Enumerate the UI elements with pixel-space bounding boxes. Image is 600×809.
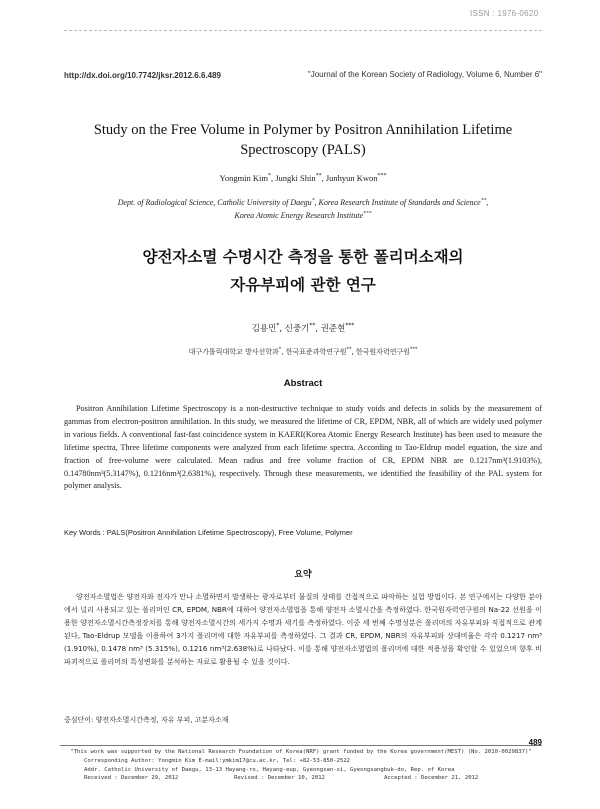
author-mark: ** bbox=[315, 173, 322, 180]
abstract-heading: Abstract bbox=[283, 378, 323, 389]
korean-title-line-2: 자유부피에 관한 연구 bbox=[230, 276, 376, 294]
affiliation-mark: ** bbox=[480, 197, 487, 204]
top-divider bbox=[64, 30, 542, 31]
english-authors: Yongmin Kim*, Jungki Shin**, Junhyun Kwon*** bbox=[219, 173, 387, 183]
affiliation-text: 대구가톨릭대학교 방사선학과 bbox=[188, 348, 279, 356]
korean-title-line-1: 양전자소멸 수명시간 측정을 통한 폴리머소재의 bbox=[142, 248, 464, 266]
revised-date: Revised : December 10, 2012 bbox=[234, 775, 325, 782]
grant-note: "This work was supported by the National Research Foundation of Korea(NRF) grant funded by the Korea government(MEST) (No. 2010-0029837)" bbox=[70, 749, 532, 755]
author-name: Jungki Shin bbox=[275, 173, 316, 183]
korean-title bbox=[64, 243, 542, 299]
affiliation-text: 한국표준과학연구원 bbox=[285, 348, 347, 356]
keywords: Key Words : PALS(Positron Annihilation Lifetime Spectroscopy), Free Volume, Polymer bbox=[64, 528, 353, 537]
affiliation-mark: *** bbox=[410, 346, 418, 353]
affiliation-mark: * bbox=[311, 197, 315, 204]
korean-abstract-body: 양전자소멸법은 양전자와 전자가 만나 소멸하면서 발생하는 광자로부터 물질의 상태를 간접적으로 파악하는 실험 방법이다. 본 연구에서는 다양한 분야에서 널리 사용되고 있는 폴리머인 CR, EPDM, NBR에 대하여 양전자소멸법을 통해 양전자 소멸시간을 측정하였다. 한국원자력연구원의 Na-22 선원을 이용한 양전자소멸시간측정장치를 통해 양전자소멸시간의 세가지 수명과 세기를 측정하였다. 이중 세 번째 수명성분은 폴리머의 자유부피와 직접적으로 관계된다, Tao-Eldrup 모델을 이용하여 3가지 폴리머에 대한 자유부피를 측정하였다. 그 결과 CR, EPDM, NBR의 자유부피와 상대비율은 각각 0.1217 nm³ (1.910%), 0.1478 nm³ (5.315%), 0.1216 nm³(2.638%)로 나타났다. 이를 통해 양전자소멸법의 폴리머에 대한 적용성을 확인할 수 있었으며 향후 비파괴적으로 폴리머의 특성변화를 분석하는 자료로 활용될 수 있을 것이다. bbox=[64, 592, 542, 667]
author-mark: * bbox=[268, 173, 271, 180]
author-name: 권준현 bbox=[320, 324, 346, 334]
doi-link[interactable]: http://dx.doi.org/10.7742/jksr.2012.6.6.489 bbox=[64, 71, 221, 80]
manuscript-dates bbox=[60, 774, 542, 783]
author-address: Addr. Catholic University of Daegu, 13-13 Hayang-ro, Hayang-eup, Gyeongsan-si, Gyeongsangbuk-do, Rep. of Korea bbox=[84, 766, 455, 773]
korean-authors: 김용민*, 신중기**, 권준현*** bbox=[251, 322, 355, 334]
author-mark: *** bbox=[377, 173, 387, 180]
affiliation-mark: * bbox=[278, 346, 282, 353]
received-date: Received : December 29, 2012 bbox=[84, 775, 179, 782]
page-number: 489 bbox=[528, 738, 542, 747]
affiliation-text: Korea Research Institute of Standards and Science bbox=[318, 198, 481, 207]
journal-citation: "Journal of the Korean Society of Radiology, Volume 6, Number 6" bbox=[307, 70, 542, 79]
footer-notes bbox=[60, 745, 542, 804]
author-name: Junhyun Kwon bbox=[325, 173, 378, 183]
author-mark: *** bbox=[345, 322, 355, 330]
author-name: 김용민 bbox=[251, 324, 277, 334]
abstract-body: Positron Annihilation Lifetime Spectroscopy is a non-destructive technique to study voids and defects in solids by the measurement of gammas from electron-positron annihilation. In this study, we measured the lifetime of CR, EPDM, NBR, all of which are widely used polymer in various fields. A conventional fast-fast coincidence system in KAERI(Korea Atomic Energy Research Institute) has been used to measure the lifetime spectra, Three lifetime components were analyzed from each lifetime spectra. According to Tao-Eldrup model equation, the size and fraction of free-volume were calculated. Mean radius and free volume fraction of CR, EPDM NBR are 0.1217nm³(1.9103%), 0.14780nm³(5.3147%), 0.1216nm³(2.6381%), respectively. Through these measurements, we identified the feasibility of the PAL system for polymer analysis. bbox=[64, 404, 542, 491]
author-mark: ** bbox=[309, 322, 316, 330]
english-title bbox=[64, 120, 542, 160]
affiliation-mark: *** bbox=[363, 210, 372, 217]
issn-label: ISSN : 1976-0620 bbox=[470, 9, 539, 18]
korean-abstract-heading: 요약 bbox=[294, 570, 312, 580]
korean-keywords: 중심단어: 양전자소멸시간측정, 자유 부피, 고분자소재 bbox=[64, 716, 229, 724]
author-name: 신중기 bbox=[284, 324, 310, 334]
affiliation-text: Dept. of Radiological Science, Catholic University of Daegu bbox=[117, 198, 312, 207]
affiliation-mark: ** bbox=[346, 346, 352, 353]
english-title-line-2: Spectroscopy (PALS) bbox=[240, 142, 366, 158]
accepted-date: Accepted : December 21, 2012 bbox=[384, 775, 479, 782]
author-mark: * bbox=[276, 322, 280, 330]
author-name: Yongmin Kim bbox=[219, 173, 269, 183]
corresponding-author: Corresponding Author: Yongmin Kim E-mail:ymkim17@cu.ac.kr, Tel: +82-53-850-2522 bbox=[84, 757, 351, 764]
korean-affiliations: 대구가톨릭대학교 방사선학과*, 한국표준과학연구원**, 한국원자력연구원*** bbox=[188, 346, 418, 356]
affiliation-text: 한국원자력연구원 bbox=[355, 348, 410, 356]
affiliation-text: Korea Atomic Energy Research Institute bbox=[234, 211, 364, 220]
english-affiliations: Dept. of Radiological Science, Catholic University of Daegu*, Korea Research Institute of Standards and Science**, Korea Atomic Energy Research Institute*** bbox=[117, 197, 489, 220]
english-title-line-1: Study on the Free Volume in Polymer by Positron Annihilation Lifetime bbox=[93, 122, 513, 138]
